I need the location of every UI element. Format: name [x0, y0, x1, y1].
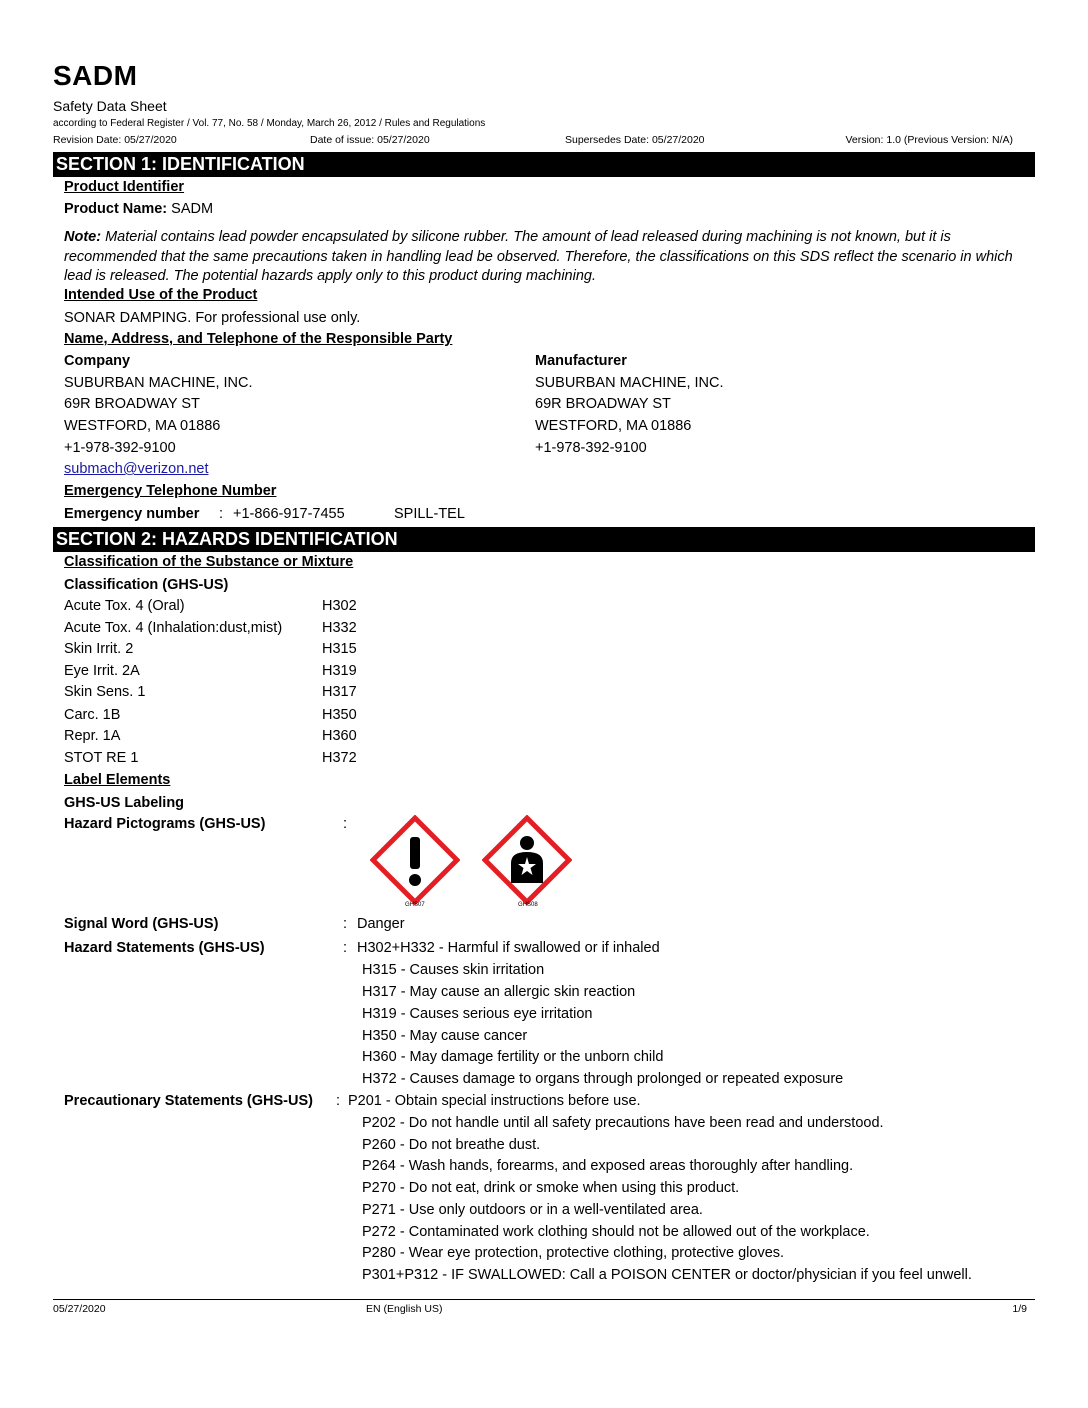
hazard-statement: H360 - May damage fertility or the unborn child [362, 1049, 664, 1065]
classification-code: H302 [322, 598, 357, 614]
signal-word-separator: : [343, 916, 348, 932]
company-city: WESTFORD, MA 01886 [64, 418, 221, 434]
emergency-heading: Emergency Telephone Number [64, 483, 277, 499]
emergency-number: +1-866-917-7455 [233, 506, 345, 522]
signal-word-value: Danger [357, 916, 405, 932]
classification-name: Carc. 1B [64, 707, 121, 723]
pictograms-separator: : [343, 816, 348, 832]
precautionary-statement: P301+P312 - IF SWALLOWED: Call a POISON CENTER or doctor/physician if you feel unwell. [362, 1267, 972, 1283]
company-email-link[interactable]: submach@verizon.net [64, 461, 209, 477]
precautionary-statement: P272 - Contaminated work clothing should not be allowed out of the workplace. [362, 1224, 870, 1240]
document-subtitle: Safety Data Sheet [53, 98, 167, 114]
classification-name: Skin Irrit. 2 [64, 641, 134, 657]
emergency-service: SPILL-TEL [394, 506, 465, 522]
hazard-statement: H372 - Causes damage to organs through prolonged or repeated exposure [362, 1071, 844, 1087]
classification-code: H315 [322, 641, 357, 657]
classification-name: STOT RE 1 [64, 750, 139, 766]
classification-name: Eye Irrit. 2A [64, 663, 140, 679]
federal-register-line: according to Federal Register / Vol. 77, No. 58 / Monday, March 26, 2012 / Rules and Regulations [53, 118, 486, 129]
revision-date: Revision Date: 05/27/2020 [53, 134, 177, 146]
hazard-statement: H317 - May cause an allergic skin reaction [362, 984, 636, 1000]
health-hazard-icon [482, 815, 572, 905]
classification-name: Skin Sens. 1 [64, 684, 146, 700]
label-elements-heading: Label Elements [64, 772, 171, 788]
classification-subheading: Classification (GHS-US) [64, 577, 229, 593]
product-identifier-heading: Product Identifier [64, 179, 185, 195]
hazard-statement: H302+H332 - Harmful if swallowed or if inhaled [357, 940, 660, 956]
classification-heading: Classification of the Substance or Mixture [64, 554, 354, 570]
footer-rule [53, 1299, 1035, 1300]
classification-name: Acute Tox. 4 (Oral) [64, 598, 185, 614]
hazard-statement: H319 - Causes serious eye irritation [362, 1006, 593, 1022]
pictograms-label: Hazard Pictograms (GHS-US) [64, 816, 266, 832]
company-street: 69R BROADWAY ST [64, 396, 200, 412]
revision-meta-row [53, 134, 1013, 148]
document-title: SADM [53, 60, 138, 91]
footer-language: EN (English US) [366, 1303, 443, 1315]
exclamation-mark-icon [370, 815, 460, 905]
emergency-label: Emergency number [64, 506, 200, 522]
footer-page-number: 1/9 [1012, 1303, 1027, 1315]
product-name-row [64, 201, 213, 217]
manufacturer-city: WESTFORD, MA 01886 [535, 418, 692, 434]
classification-code: H319 [322, 663, 357, 679]
company-name: SUBURBAN MACHINE, INC. [64, 375, 253, 391]
classification-name: Repr. 1A [64, 728, 121, 744]
version: Version: 1.0 (Previous Version: N/A) [845, 134, 1013, 146]
signal-word-label: Signal Word (GHS-US) [64, 916, 219, 932]
ghs-labeling-heading: GHS-US Labeling [64, 795, 185, 811]
precautionary-statement: P201 - Obtain special instructions before use. [348, 1093, 641, 1109]
hazard-statements-label: Hazard Statements (GHS-US) [64, 940, 265, 956]
classification-code: H332 [322, 620, 357, 636]
classification-code: H317 [322, 684, 357, 700]
pictogram-code: GHS07 [405, 902, 425, 908]
manufacturer-label: Manufacturer [535, 353, 627, 369]
note-paragraph [64, 228, 1014, 287]
hazard-statement: H315 - Causes skin irritation [362, 962, 545, 978]
pictogram-code: GHS08 [518, 902, 538, 908]
manufacturer-phone: +1-978-392-9100 [535, 440, 647, 456]
classification-name: Acute Tox. 4 (Inhalation:dust,mist) [64, 620, 283, 636]
classification-code: H372 [322, 750, 357, 766]
company-phone: +1-978-392-9100 [64, 440, 176, 456]
hazard-statement: H350 - May cause cancer [362, 1028, 528, 1044]
precautionary-label: Precautionary Statements (GHS-US) [64, 1093, 313, 1109]
section-1-heading: SECTION 1: IDENTIFICATION [53, 152, 1035, 177]
precautionary-statement: P202 - Do not handle until all safety precautions have been read and understood. [362, 1115, 884, 1131]
manufacturer-name: SUBURBAN MACHINE, INC. [535, 375, 724, 391]
issue-date: Date of issue: 05/27/2020 [310, 134, 430, 146]
note-text: Material contains lead powder encapsulated by silicone rubber. The amount of lead released during machining is not known, but it is recommended that the same precautions taken in handling lead be observed. Therefore, the classifications on this SDS reflect the scenario in which lead is released. The potential hazards apply only to this product during machining. [64, 229, 1013, 284]
precautionary-statement: P271 - Use only outdoors or in a well-ventilated area. [362, 1202, 703, 1218]
company-label: Company [64, 353, 131, 369]
supersedes-date: Supersedes Date: 05/27/2020 [565, 134, 705, 146]
footer-date: 05/27/2020 [53, 1303, 106, 1315]
classification-code: H360 [322, 728, 357, 744]
note-label: Note: [64, 229, 102, 245]
section-2-heading: SECTION 2: HAZARDS IDENTIFICATION [53, 527, 1035, 552]
intended-use-heading: Intended Use of the Product [64, 287, 258, 303]
precautionary-statement: P260 - Do not breathe dust. [362, 1137, 541, 1153]
precautionary-statement: P270 - Do not eat, drink or smoke when using this product. [362, 1180, 740, 1196]
product-name-label: Product Name: [64, 201, 168, 217]
precautionary-separator: : [336, 1093, 341, 1109]
precautionary-statement: P264 - Wash hands, forearms, and exposed areas thoroughly after handling. [362, 1158, 854, 1174]
precautionary-statement: P280 - Wear eye protection, protective clothing, protective gloves. [362, 1245, 785, 1261]
intended-use-text: SONAR DAMPING. For professional use only. [64, 310, 361, 326]
responsible-party-heading: Name, Address, and Telephone of the Responsible Party [64, 331, 453, 347]
emergency-separator: : [219, 506, 224, 522]
classification-code: H350 [322, 707, 357, 723]
product-name-value: SADM [171, 201, 214, 217]
manufacturer-street: 69R BROADWAY ST [535, 396, 671, 412]
hazard-statements-separator: : [343, 940, 348, 956]
